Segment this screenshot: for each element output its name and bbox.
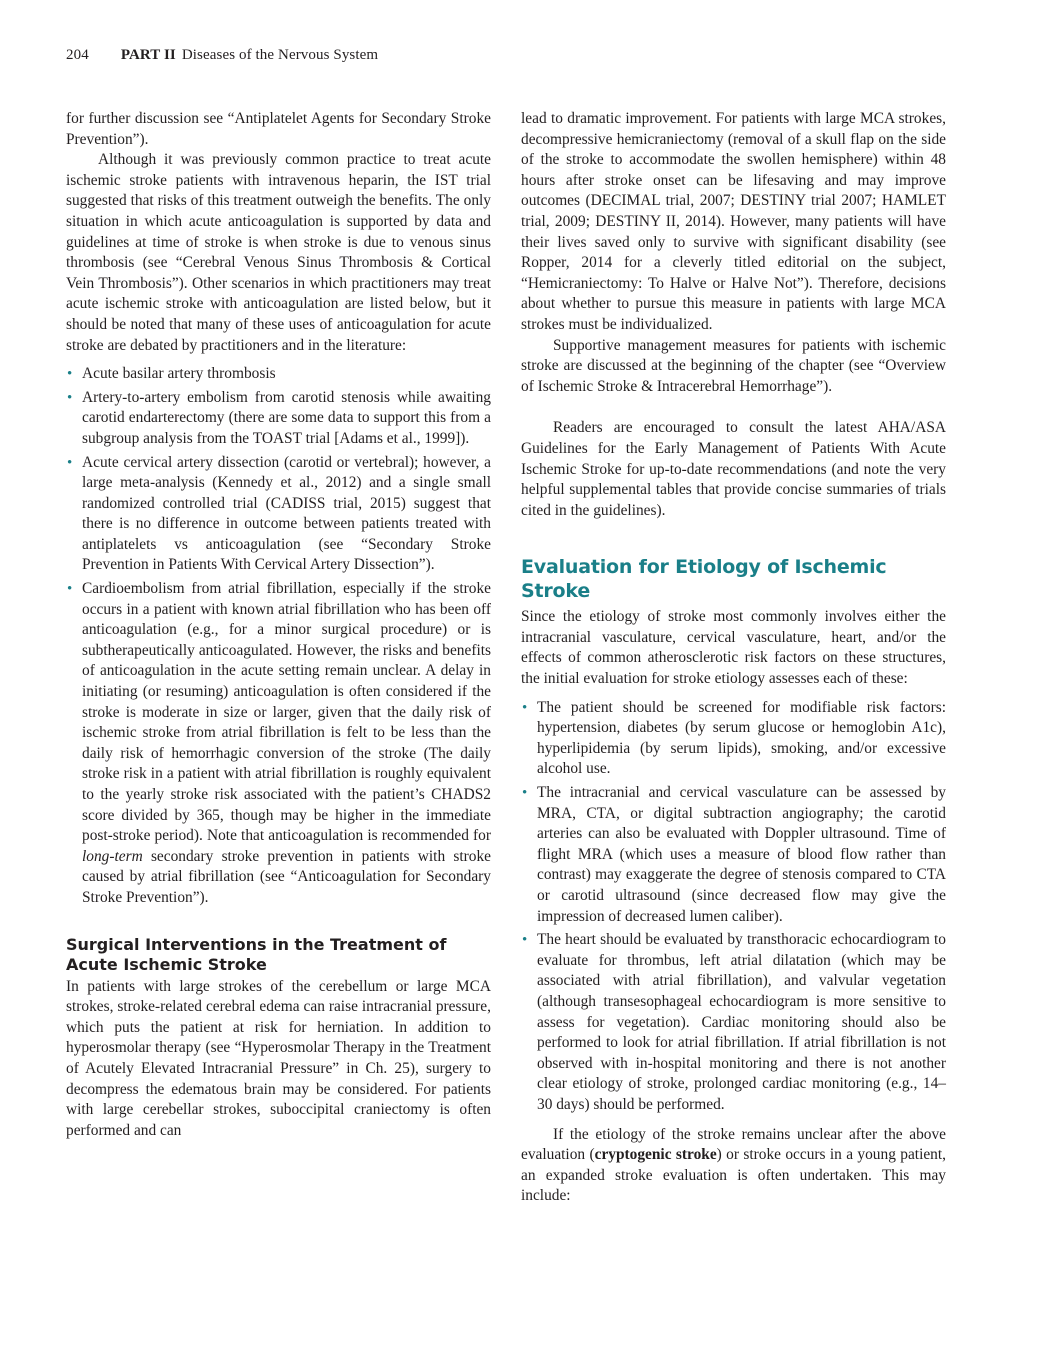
page-number: 204: [66, 47, 89, 63]
bullet-item: • Acute basilar artery thrombosis: [66, 364, 491, 385]
right-column: [521, 109, 946, 1207]
paragraph: Readers are encouraged to consult the latest AHA/ASA Guidelines for the Early Management of Patients With Acute Ischemic Stroke for up-to-date recommendations (and note the very helpful supplemental tables that provide concise summaries of trials cited in the guidelines).: [521, 419, 946, 519]
bold-term: cryptogenic stroke: [594, 1146, 717, 1164]
bullet-list: [521, 698, 946, 1116]
bullet-item: • The intracranial and cervical vasculature can be assessed by MRA, CTA, or digital subtraction angiography; the carotid arteries can also be evaluated with Doppler ultrasound. Time of flight MRA (which uses a measure of blood flow rather than contrast) may exaggerate the degree of stenosis compared to CTA or carotid ultrasound (since decreased flow may give the impression of decreased lumen caliber).: [521, 783, 946, 927]
paragraph: Since the etiology of stroke most commonly involves either the intracranial vasculature, cervical vasculature, heart, and/or the effects of common atherosclerotic risk factors on these structures, the initial evaluation for stroke etiology assesses each of these:: [521, 608, 946, 688]
bullet-item: [66, 579, 491, 909]
paragraph: Although it was previously common practice to treat acute ischemic stroke patients with intravenous heparin, the IST trial suggested that risks of this treatment outweigh the benefits. The only situation in which acute anticoagulation is supported by data and guidelines at time of stroke is when stroke is due to venous sinus thrombosis (see “Cerebral Venous Sinus Thrombosis & Cortical Vein Thrombosis”). Other scenarios in which practitioners may treat acute ischemic stroke with anticoagulation are listed below, but it should be noted that many of these uses of anticoagulation for acute stroke are debated by practitioners and in the literature:: [66, 151, 491, 354]
paragraph-text: If the etiology of the stroke remains unclear after the above evaluation (: [521, 1125, 946, 1164]
part-title: Diseases of the Nervous System: [181, 47, 379, 63]
running-head: [66, 47, 378, 64]
bullet-item: • The patient should be screened for modifiable risk factors: hypertension, diabetes (by serum glucose or hemoglobin A1c), hyperlipidemia (by serum lipids), smoking, and/or excessive alcohol use.: [521, 698, 946, 780]
bullet-text: Cardioembolism from atrial fibrillation, especially if the stroke occurs in a patient with known atrial fibrillation who has been off anticoagulation (e.g., for a minor surgical procedure) or is subtherapeutically anticoagulated. However, the risks and benefits of anticoagulation in the acute setting remain unclear. A delay in initiating (or resuming) anticoagulation is often considered if the stroke is moderate in size or larger, given that the daily risk of ischemic stroke from atrial fibrillation is felt to be less than the daily risk of hemorrhagic conversion of the stroke (The daily stroke risk in a patient with atrial fibrillation is roughly equivalent to the yearly stroke risk associated with the patient’s CHADS2 score divided by 365, though may be higher in the immediate post-stroke period). Note that anticoagulation is recommended for: [82, 580, 491, 845]
bullet-list: [66, 364, 491, 908]
paragraph: [521, 1125, 946, 1207]
emphasis-text: long-term: [82, 847, 143, 865]
spacer: [521, 397, 946, 418]
left-column: [66, 109, 491, 1141]
part-label: PART II: [120, 47, 176, 63]
paragraph: Supportive management measures for patients with ischemic stroke are discussed at the beginning of the chapter (see “Overview of Ischemic Stroke & Intracerebral Hemorrhage”).: [521, 336, 946, 395]
paragraph-text: ) or stroke occurs in a young patient, an expanded stroke evaluation is often undertaken. This may include:: [521, 1146, 946, 1205]
paragraph: lead to dramatic improvement. For patients with large MCA strokes, decompressive hemicraniectomy (removal of a skull flap on the side of the stroke to accommodate the swollen hemisphere) within 48 hours after stroke onset can be lifesaving and may improve outcomes (DECIMAL trial, 2007; DESTINY trial 2007; HAMLET trial, 2009; DESTINY II, 2014). However, many patients will have their lives saved only to survive with significant disability (see Ropper, 2014 for a cleverly titled editorial on the subject, “Hemicraniectomy: To Halve or Halve Not”). Therefore, decisions about whether to pursue this measure in patients with large MCA strokes must be individualized.: [521, 110, 946, 333]
bullet-item: • Artery-to-artery embolism from carotid stenosis while awaiting carotid endarterectomy (there are some data to support this from a subgroup analysis from the TOAST trial [Adams et al., 1999]).: [66, 388, 491, 450]
bullet-text: secondary stroke prevention in patients with stroke caused by atrial fibrillation (see “Anticoagulation for Secondary Stroke Prevention”).: [82, 847, 491, 906]
paragraph: for further discussion see “Antiplatelet Agents for Secondary Stroke Prevention”).: [66, 110, 491, 148]
bullet-item: • The heart should be evaluated by transthoracic echocardiogram to evaluate for thrombus, left atrial dilatation (which may be associated with atrial fibrillation), and valvular vegetation (although transesophageal echocardiogram is more sensitive to assess for vegetation). Cardiac monitoring should also be performed to look for atrial fibrillation. If atrial fibrillation is not observed with in-hospital monitoring and there is not another clear etiology of stroke, prolonged cardiac monitoring (e.g., 14–30 days) should be performed.: [521, 930, 946, 1115]
paragraph: In patients with large strokes of the cerebellum or large MCA strokes, stroke-related cerebral edema can raise intracranial pressure, which puts the patient at risk for herniation. In addition to hyperosmolar therapy (see “Hyperosmolar Therapy in the Treatment of Acutely Elevated Intracranial Pressure” in Ch. 25), surgery to decompress the edematous brain may be considered. For patients with large cerebellar strokes, suboccipital craniectomy is often performed and can: [66, 977, 491, 1139]
section-heading: Evaluation for Etiology of Ischemic Stroke: [521, 556, 887, 603]
bullet-item: • Acute cervical artery dissection (carotid or vertebral); however, a large meta-analysis (Kennedy et al., 2012) and a single small randomized controlled trial (CADISS trial, 2015) suggest that there is no difference in outcome between patients treated with antiplatelets vs anticoagulation (see “Secondary Stroke Prevention in Patients With Cervical Artery Dissection”).: [66, 453, 491, 577]
subsection-heading: Surgical Interventions in the Treatment of Acute Ischemic Stroke: [66, 934, 447, 974]
